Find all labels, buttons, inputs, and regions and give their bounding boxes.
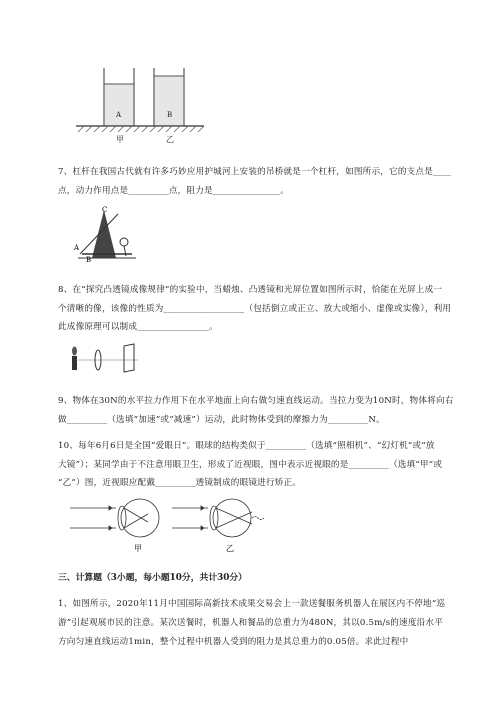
- block-a-label: A: [116, 111, 122, 119]
- q7-line-2: 点，动力作用点是_________点，阻力是_______________。: [58, 186, 290, 196]
- beakers-figure: [72, 64, 212, 144]
- q8-line-1: 8、在“探究凸透镜成像规律”的实验中，当蜡烛、凸透镜和光屏位置如图所示时，恰能在光屏上成一: [58, 285, 443, 295]
- point-c-label: C: [102, 206, 108, 214]
- point-a-label: A: [74, 244, 80, 252]
- q10-line-3: “乙”）图，近视眼应配戴_________透镜制成的眼镜进行矫正。: [58, 478, 302, 488]
- beaker-right-label: 乙: [166, 135, 174, 144]
- eyes-figure: [68, 494, 268, 554]
- lens-setup-figure: [64, 340, 146, 374]
- block-b-label: B: [167, 111, 173, 119]
- q11-line-2: 游”引起观展市民的注意。某次送餐时，机器人和餐品的总重力为480N，其以0.5m/s的速度沿水平: [58, 618, 444, 628]
- q11-line-3: 方向匀速直线运动1min，整个过程中机器人受到的阻力是其总重力的0.05倍。求此过程中: [58, 637, 409, 647]
- section-heading: 三、计算题（3小题，每小题10分，共计30分）: [58, 573, 247, 583]
- q8-line-2: 个清晰的像，该像的性质为__________________（包括倒立或正立、放大或缩小、虚像或实像），利用: [58, 304, 452, 314]
- q8-line-3: 此成像原理可以制成________________。: [58, 322, 218, 332]
- point-b-label: B: [86, 256, 92, 264]
- q11-line-1: 1、如图所示，2020年11月中国国际高新技术成果交易会上一款送餐服务机器人在展区内不停地“巡: [58, 599, 446, 609]
- q10-line-1: 10、每年6月6日是全国“爱眼日”。眼球的结构类似于_________（选填“照相机”、“幻灯机”或“放: [58, 441, 435, 451]
- q9-line-1: 9、物体在30N的水平拉力作用下在水平地面上向右做匀速直线运动。当拉力变为10N时，物体将向右: [58, 396, 454, 406]
- drawbridge-figure: [72, 204, 142, 264]
- q7-line-1: 7、杠杆在我国古代就有许多巧妙应用护城河上安装的吊桥就是一个杠杆，如图所示，它的支点是____: [58, 167, 451, 177]
- beaker-left-label: 甲: [116, 135, 124, 144]
- eye-left-label: 甲: [134, 544, 142, 553]
- q9-line-2: 做_________（选填“加速”或“减速”）运动，此时物体受到的摩擦力为_________N。: [58, 415, 385, 425]
- eye-right-label: 乙: [226, 544, 234, 553]
- q10-line-2: 大镜”）；某同学由于不注意用眼卫生，形成了近视眼，图中表示近视眼的是_________（选填“甲”或: [58, 460, 443, 470]
